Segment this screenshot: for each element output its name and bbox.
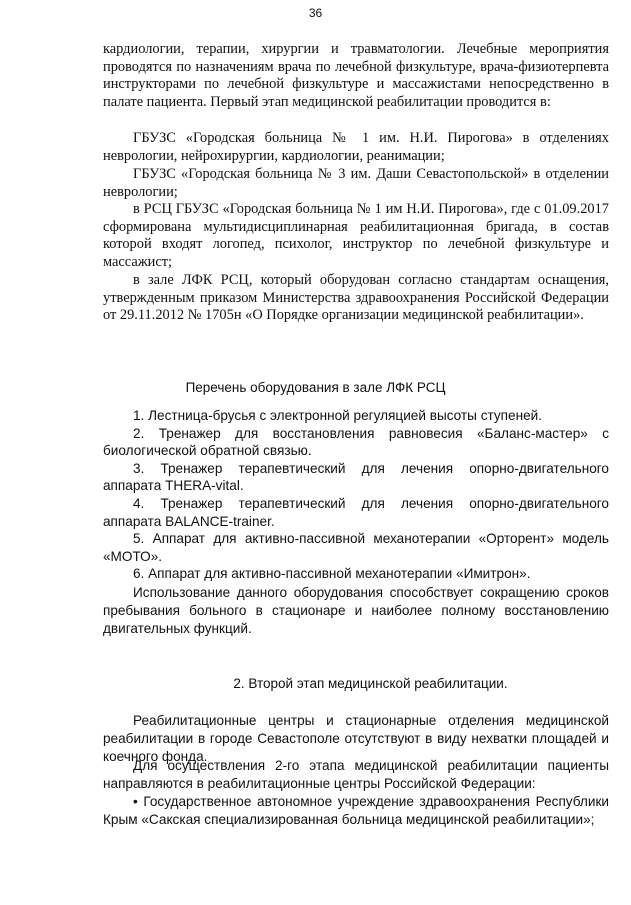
bullet-item-saki: • Государственное автономное учреждение здравоохранения Республики Крым «Сакская специализированная больница медицинской реабилитации»;: [103, 794, 609, 827]
equipment-list: [103, 407, 609, 583]
second-stage-heading: 2. Второй этап медицинской реабилитации.: [233, 676, 508, 691]
page-number: 36: [308, 6, 323, 20]
equipment-item: 3. Тренажер терапевтический для лечения опорно-двигательного аппарата THERA-vital.: [103, 460, 609, 494]
intro-item-pirogov: ГБУЗС «Городская больница № 1 им. Н.И. Пирогова» в отделениях неврологии, нейрохирургии, кардиологии, реанимации;: [103, 130, 609, 164]
equipment-item: 6. Аппарат для активно-пассивной механотерапии «Имитрон».: [133, 566, 531, 582]
equipment-heading: Перечень оборудования в зале ЛФК РСЦ: [185, 380, 446, 395]
equipment-item: 2. Тренажер для восстановления равновесия «Баланс-мастер» с биологической обратной связью.: [103, 425, 609, 459]
intro-item-rsc: в РСЦ ГБУЗС «Городская больница № 1 им Н.И. Пирогова», где с 01.09.2017 сформирована мультидисциплинарная реабилитационная бригада, в состав которой входят логопед, психолог, инструктор по лечебной физкультуре и массажист;: [103, 201, 609, 271]
equipment-conclusion: Использование данного оборудования способствует сокращению сроков пребывания больного в стационаре и наиболее полному восстановлению двигательных функций.: [103, 585, 609, 636]
intro-item-lfk-hall: в зале ЛФК РСЦ, который оборудован согласно стандартам оснащения, утвержденным приказом Министерства здравоохранения Российской Федерации от 29.11.2012 № 1705н «О Порядке организации медицинской реабилитации».: [103, 272, 609, 324]
equipment-item: 5. Аппарат для активно-пассивной механотерапии «Орторент» модель «МОТО».: [103, 531, 609, 564]
equipment-item: 4. Тренажер терапевтический для лечения опорно-двигательного аппарата BALANCE-trainer.: [103, 495, 609, 529]
intro-paragraph: кардиологии, терапии, хирургии и травматологии. Лечебные мероприятия проводятся по назначениям врача по лечебной физкультуре, врача-физиотерпевта инструкторами по лечебной физкультуре и массажистами непосредственно в палате пациента. Первый этап медицинской реабилитации проводится в:: [103, 41, 609, 111]
equipment-item: 1. Лестница-брусья с электронной регуляцией высоты ступеней.: [133, 408, 543, 423]
second-stage-paragraph: Реабилитационные центры и стационарные отделения медицинской реабилитации в городе Севастополе отсутствуют в виду нехватки площадей и коечного фонда.: [103, 713, 609, 764]
second-stage-paragraph: Для осуществления 2-го этапа медицинской реабилитации пациенты направляются в реабилитационные центры Российской Федерации:: [103, 758, 609, 791]
intro-item-hospital-3: ГБУЗС «Городская больница № 3 им. Даши Севастопольской» в отделении неврологии;: [103, 166, 609, 200]
